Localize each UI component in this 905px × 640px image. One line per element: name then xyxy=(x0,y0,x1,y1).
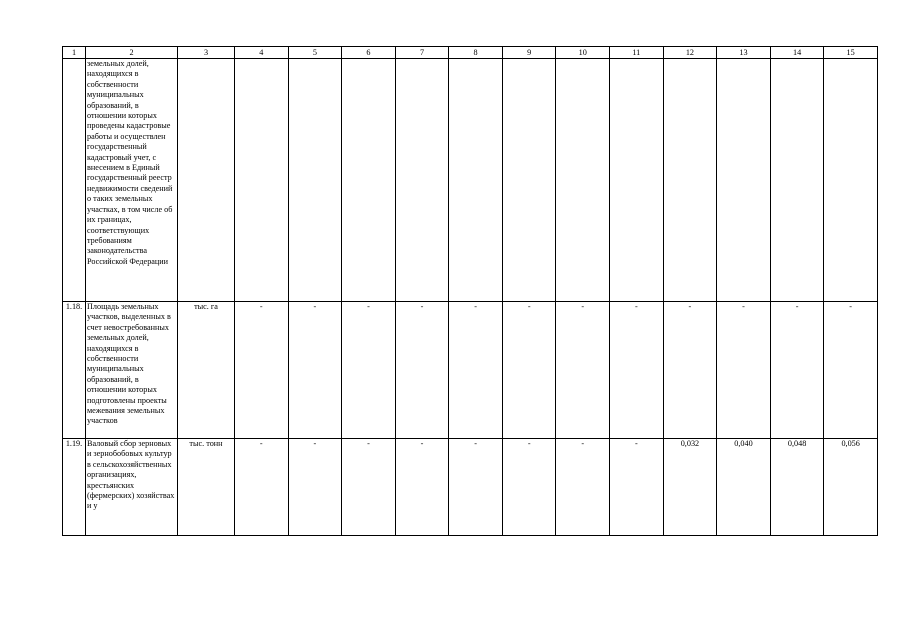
value-cell-col-5 xyxy=(288,59,342,302)
column-header-2: 2 xyxy=(86,47,178,59)
column-header-1: 1 xyxy=(63,47,86,59)
column-header-10: 10 xyxy=(556,47,610,59)
value-cell-col-5: - xyxy=(288,439,342,536)
column-header-15: 15 xyxy=(824,47,878,59)
indicator-table xyxy=(62,46,878,536)
row-number-cell: 1.18. xyxy=(63,302,86,439)
value-cell-col-12 xyxy=(663,59,717,302)
column-header-8: 8 xyxy=(449,47,503,59)
table-row xyxy=(63,59,878,302)
value-cell-col-10: - xyxy=(556,302,610,439)
value-cell-col-7 xyxy=(395,59,449,302)
value-cell-col-9: - xyxy=(502,439,556,536)
column-header-9: 9 xyxy=(502,47,556,59)
table-body xyxy=(63,59,878,536)
value-cell-col-9 xyxy=(502,59,556,302)
unit-cell: тыс. тонн xyxy=(178,439,235,536)
value-cell-col-6: - xyxy=(342,302,396,439)
column-header-3: 3 xyxy=(178,47,235,59)
value-cell-col-6: - xyxy=(342,439,396,536)
column-header-14: 14 xyxy=(770,47,824,59)
value-cell-col-13: - xyxy=(717,302,771,439)
column-header-12: 12 xyxy=(663,47,717,59)
value-cell-col-14: 0,048 xyxy=(770,439,824,536)
unit-cell xyxy=(178,59,235,302)
value-cell-col-14: - xyxy=(770,302,824,439)
value-cell-col-15: 0,056 xyxy=(824,439,878,536)
indicator-name-cell: земельных долей, находящихся в собственности муниципальных образований, в отношении которых проведены кадастровые работы и осуществлен государственный кадастровый учет, с внесением в Единый государственный реестр недвижимости сведений о таких земельных участках, в том числе об их границах, соответствующих требованиям законодательства Российской Федерации xyxy=(86,59,178,302)
column-header-7: 7 xyxy=(395,47,449,59)
indicator-name-cell: Валовый сбор зерновых и зернобобовых культур в сельскохозяйственных организациях, крестьянских (фермерских) хозяйствах и у xyxy=(86,439,178,536)
value-cell-col-9: - xyxy=(502,302,556,439)
value-cell-col-4: - xyxy=(235,302,289,439)
unit-cell: тыс. га xyxy=(178,302,235,439)
column-header-11: 11 xyxy=(610,47,664,59)
value-cell-col-4: - xyxy=(235,439,289,536)
value-cell-col-7: - xyxy=(395,302,449,439)
table-row xyxy=(63,302,878,439)
column-header-4: 4 xyxy=(235,47,289,59)
column-header-13: 13 xyxy=(717,47,771,59)
value-cell-col-6 xyxy=(342,59,396,302)
value-cell-col-8: - xyxy=(449,439,503,536)
value-cell-col-8 xyxy=(449,59,503,302)
value-cell-col-11: - xyxy=(610,439,664,536)
indicator-name-cell: Площадь земельных участков, выделенных в счет невостребованных земельных долей, находящихся в собственности муниципальных образований, в отношении которых подготовлены проекты межевания земельных участков xyxy=(86,302,178,439)
value-cell-col-5: - xyxy=(288,302,342,439)
value-cell-col-7: - xyxy=(395,439,449,536)
header-row xyxy=(63,47,878,59)
table-row xyxy=(63,439,878,536)
value-cell-col-13 xyxy=(717,59,771,302)
value-cell-col-10: - xyxy=(556,439,610,536)
row-number-cell: 1.19. xyxy=(63,439,86,536)
value-cell-col-11 xyxy=(610,59,664,302)
value-cell-col-14 xyxy=(770,59,824,302)
value-cell-col-15: - xyxy=(824,302,878,439)
value-cell-col-11: - xyxy=(610,302,664,439)
value-cell-col-10 xyxy=(556,59,610,302)
value-cell-col-12: 0,032 xyxy=(663,439,717,536)
row-number-cell xyxy=(63,59,86,302)
value-cell-col-13: 0,040 xyxy=(717,439,771,536)
column-header-6: 6 xyxy=(342,47,396,59)
value-cell-col-15 xyxy=(824,59,878,302)
value-cell-col-12: - xyxy=(663,302,717,439)
column-header-5: 5 xyxy=(288,47,342,59)
value-cell-col-4 xyxy=(235,59,289,302)
value-cell-col-8: - xyxy=(449,302,503,439)
